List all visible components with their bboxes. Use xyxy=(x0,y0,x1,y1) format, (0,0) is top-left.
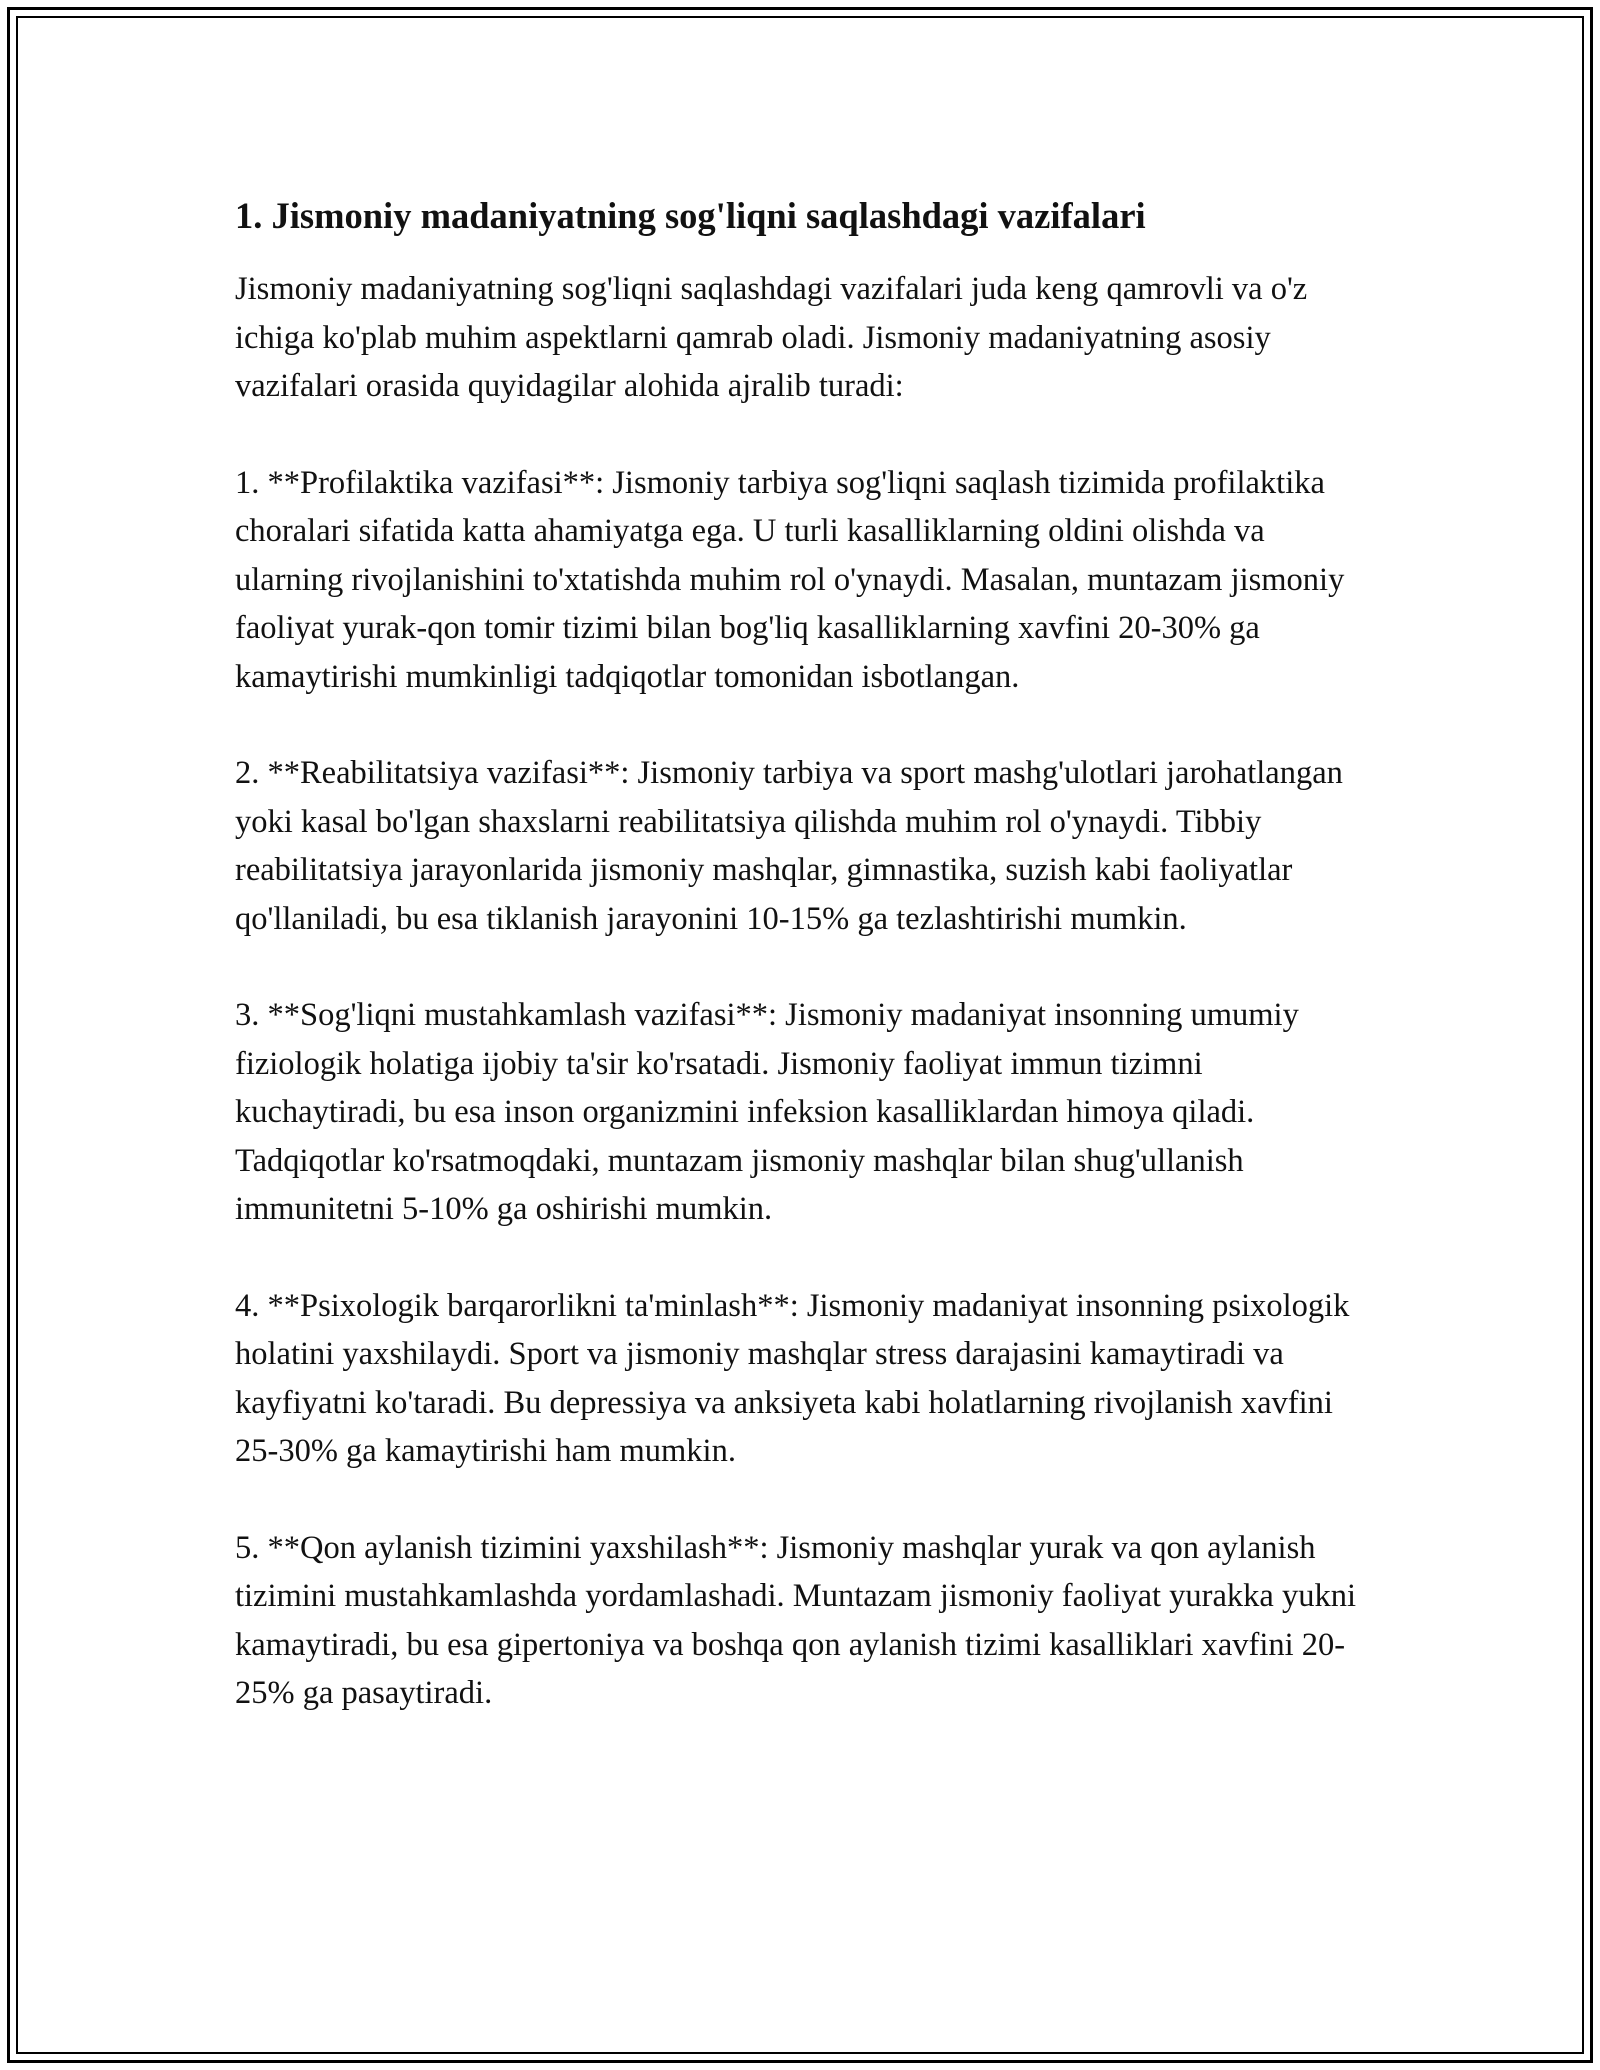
list-item-circulation: 5. **Qon aylanish tizimini yaxshilash**: Jismoniy mashqlar yurak va qon aylanish tizimini mustahkamlashda yordamlashadi. Muntazam jismoniy faoliyat yurakka yukni kamaytiradi, bu esa gipertoniya va boshqa qon aylanish tizimi kasalliklari xavfini 20-25% ga pasaytiradi. xyxy=(235,1529,1357,1711)
document-body xyxy=(235,185,1365,1766)
list-item-psychological-stability: 4. **Psixologik barqarorlikni ta'minlash**: Jismoniy madaniyat insonning psixologik holatini yaxshilaydi. Sport va jismoniy mashqlar stress darajasini kamaytiradi va kayfiyatni ko'taradi. Bu depressiya va anksiyeta kabi holatlarning rivojlanish xavfini 25-30% ga kamaytirishi ham mumkin. xyxy=(235,1287,1350,1469)
list-item-health-strengthening: 3. **Sog'liqni mustahkamlash vazifasi**: Jismoniy madaniyat insonning umumiy fiziologik holatiga ijobiy ta'sir ko'rsatadi. Jismoniy faoliyat immun tizimni kuchaytiradi, bu esa inson organizmini infeksion kasalliklardan himoya qiladi. Tadqiqotlar ko'rsatmoqdaki, muntazam jismoniy mashqlar bilan shug'ullanish immunitetni 5-10% ga oshirishi mumkin. xyxy=(235,997,1299,1227)
document-title: 1. Jismoniy madaniyatning sog'liqni saqlashdagi vazifalari xyxy=(235,195,1146,236)
list-item-prevention: 1. **Profilaktika vazifasi**: Jismoniy tarbiya sog'liqni saqlash tizimida profilaktika choralari sifatida katta ahamiyatga ega. U turli kasalliklarning oldini olishda va ularning rivojlanishini to'xtatishda muhim rol o'ynaydi. Masalan, muntazam jismoniy faoliyat yurak-qon tomir tizimi bilan bog'liq kasalliklarning xavfini 20-30% ga kamaytirishi mumkinligi tadqiqotlar tomonidan isbotlangan. xyxy=(235,464,1345,695)
intro-paragraph: Jismoniy madaniyatning sog'liqni saqlashdagi vazifalari juda keng qamrovli va o'z ichiga ko'plab muhim aspektlarni qamrab oladi. Jismoniy madaniyatning asosiy vazifalari orasida quyidagilar alohida ajralib turadi: xyxy=(235,271,1308,404)
list-item-rehabilitation: 2. **Reabilitatsiya vazifasi**: Jismoniy tarbiya va sport mashg'ulotlari jarohatlangan yoki kasal bo'lgan shaxslarni reabilitatsiya qilishda muhim rol o'ynaydi. Tibbiy reabilitatsiya jarayonlarida jismoniy mashqlar, gimnastika, suzish kabi faoliyatlar qo'llaniladi, bu esa tiklanish jarayonini 10-15% ga tezlashtirishi mumkin. xyxy=(235,755,1343,937)
